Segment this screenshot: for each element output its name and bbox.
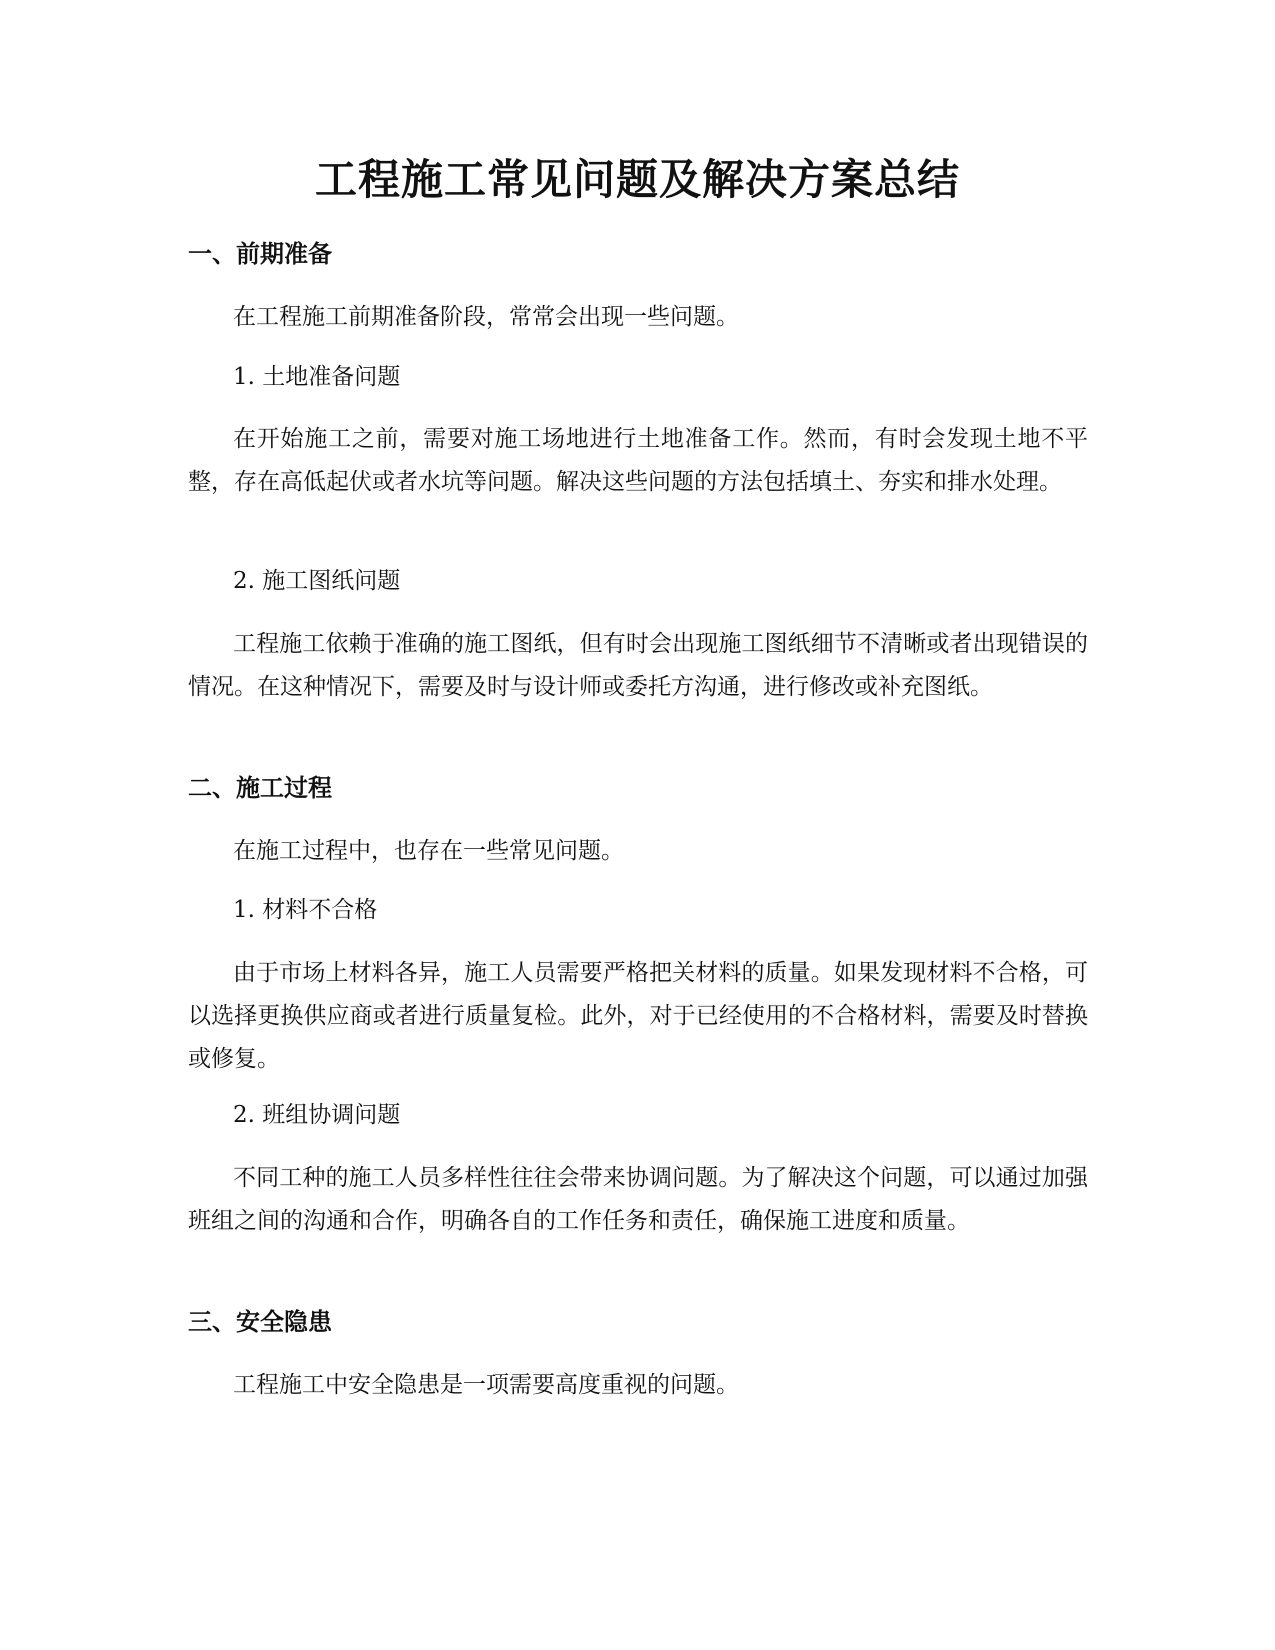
section-1-item-1-text: 在开始施工之前，需要对施工场地进行土地准备工作。然而，有时会发现土地不平整，存在高低起伏或者水坑等问题。解决这些问题的方法包括填土、夯实和排水处理。 (188, 426, 1088, 495)
section-heading-1: 一、前期准备 (188, 240, 332, 268)
section-heading-2: 二、施工过程 (188, 774, 332, 802)
section-1-intro: 在工程施工前期准备阶段，常常会出现一些问题。 (233, 304, 739, 330)
section-1-item-2-text: 工程施工依赖于准确的施工图纸，但有时会出现施工图纸细节不清晰或者出现错误的情况。在这种情况下，需要及时与设计师或委托方沟通，进行修改或补充图纸。 (188, 631, 1088, 700)
section-3-intro: 工程施工中安全隐患是一项需要高度重视的问题。 (233, 1372, 739, 1398)
document-title: 工程施工常见问题及解决方案总结 (314, 155, 960, 204)
section-heading-3: 三、安全隐患 (188, 1308, 332, 1336)
section-1-item-1-title: 1. 土地准备问题 (233, 364, 401, 390)
section-2-intro: 在施工过程中，也存在一些常见问题。 (233, 838, 624, 864)
section-1-item-2-title: 2. 施工图纸问题 (233, 568, 401, 594)
section-2-item-1-title: 1. 材料不合格 (233, 897, 378, 923)
section-2-item-1-text: 由于市场上材料各异，施工人员需要严格把关材料的质量。如果发现材料不合格，可以选择更换供应商或者进行质量复检。此外，对于已经使用的不合格材料，需要及时替换或修复。 (188, 960, 1088, 1072)
section-2-item-2-text: 不同工种的施工人员多样性往往会带来协调问题。为了解决这个问题，可以通过加强班组之间的沟通和合作，明确各自的工作任务和责任，确保施工进度和质量。 (188, 1165, 1088, 1234)
section-2-item-2-title: 2. 班组协调问题 (233, 1102, 401, 1128)
